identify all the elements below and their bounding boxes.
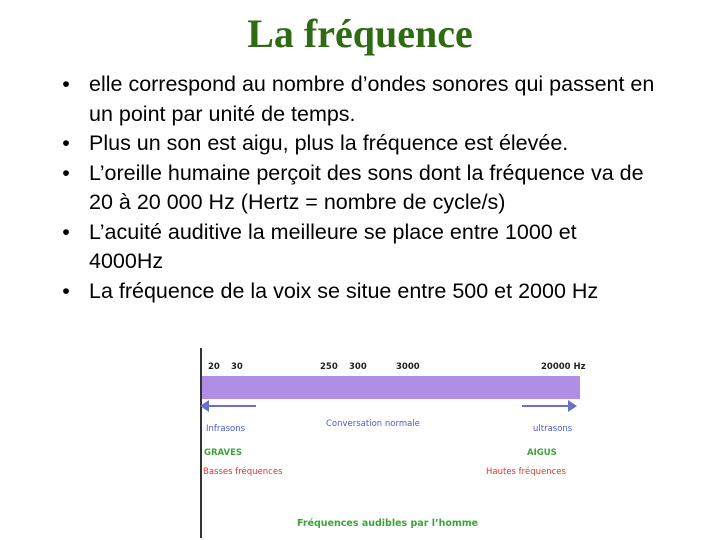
bullet-item	[56, 218, 656, 277]
bullet-dot: •	[62, 160, 70, 185]
scale-tick-label: 300	[349, 362, 367, 372]
bullet-text: La fréquence de la voix se situe entre 500 et 2000 Hz	[89, 278, 599, 303]
bullet-text: elle correspond au nombre d’ondes sonores qui passent en un point par unité de temps.	[89, 72, 655, 126]
frequency-scale	[206, 362, 586, 372]
bullet-text: L’acuité auditive la meilleure se place entre 1000 et 4000Hz	[89, 219, 577, 273]
bullet-item	[56, 159, 656, 218]
bullet-item	[56, 277, 656, 307]
graves-label: GRAVES	[204, 448, 243, 458]
bullet-text: Plus un son est aigu, plus la fréquence est élevée.	[89, 131, 569, 155]
audibles-label: Fréquences audibles par l’homme	[297, 518, 479, 529]
frequency-band	[202, 376, 580, 399]
arrow-line-right	[522, 405, 570, 407]
hautes-frequences-label: Hautes fréquences	[486, 467, 566, 477]
scale-tick-label: 3000	[396, 362, 420, 372]
bullet-item	[56, 129, 656, 159]
scale-tick-label: 250	[320, 362, 338, 372]
bullet-list	[56, 70, 656, 306]
slide-title: La fréquence	[247, 11, 473, 56]
bullet-dot: •	[62, 72, 70, 96]
scale-tick-label: 20	[208, 362, 220, 372]
ultrasons-label: ultrasons	[533, 424, 573, 434]
arrow-line-left	[208, 405, 256, 407]
bullet-dot: •	[62, 131, 70, 155]
bullet-dot: •	[62, 219, 70, 244]
bullet-item	[56, 70, 656, 129]
scale-tick-label: 30	[231, 362, 243, 372]
frequency-figure	[196, 348, 586, 540]
aigus-label: AIGUS	[527, 448, 557, 458]
bullet-dot: •	[62, 278, 70, 303]
conversation-label: Conversation normale	[326, 419, 420, 429]
infrasons-label: Infrasons	[206, 424, 246, 434]
scale-tick-label: 20000 Hz	[541, 362, 586, 372]
bullet-text: L’oreille humaine perçoit des sons dont la fréquence va de 20 à 20 000 Hz (Hertz = nombre de cycle/s)	[89, 160, 644, 214]
arrow-right-icon	[568, 400, 577, 412]
basses-frequences-label: Basses fréquences	[203, 467, 283, 477]
